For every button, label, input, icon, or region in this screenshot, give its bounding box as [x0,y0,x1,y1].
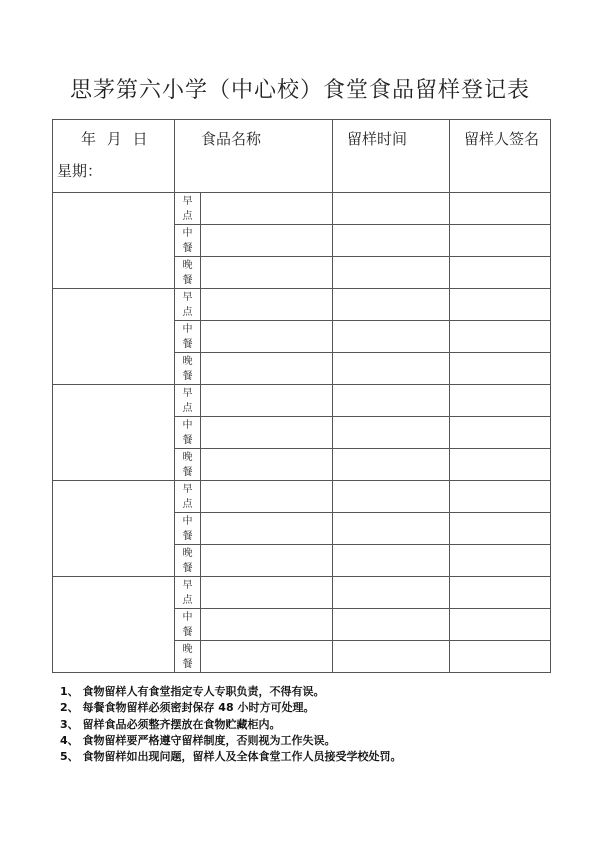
food-name-cell[interactable] [201,481,333,513]
meal-label-char: 晚 [182,260,193,271]
food-name-cell[interactable] [201,289,333,321]
sample-time-cell[interactable] [333,257,450,289]
meal-label-char: 餐 [182,531,193,542]
signature-cell[interactable] [450,449,551,481]
meal-row [53,193,551,225]
meal-label-char: 晚 [182,548,193,559]
meal-label-char: 中 [182,420,193,431]
signature-cell[interactable] [450,353,551,385]
signature-cell[interactable] [450,225,551,257]
signature-cell[interactable] [450,193,551,225]
food-name-cell[interactable] [201,321,333,353]
meal-label-char: 晚 [182,644,193,655]
notes-list [60,684,401,765]
food-name-cell[interactable] [201,353,333,385]
meal-label [175,289,201,321]
signature-cell[interactable] [450,385,551,417]
note-item: 2、 每餐食物留样必须密封保存 48 小时方可处理。 [60,701,315,715]
food-name-cell[interactable] [201,545,333,577]
meal-label-char: 中 [182,228,193,239]
meal-label-char: 点 [182,403,193,414]
meal-label-char: 餐 [182,435,193,446]
note-item: 3、 留样食品必须整齐摆放在食物贮藏柜内。 [60,717,281,731]
date-entry-cell[interactable] [53,577,175,673]
meal-label-char: 点 [182,211,193,222]
signature-cell[interactable] [450,257,551,289]
meal-label-char: 餐 [182,275,193,286]
food-name-cell[interactable] [201,609,333,641]
sample-time-cell[interactable] [333,417,450,449]
meal-label-char: 点 [182,595,193,606]
sample-time-cell[interactable] [333,193,450,225]
food-name-cell[interactable] [201,449,333,481]
meal-label [175,193,201,225]
meal-label-char: 餐 [182,627,193,638]
meal-label-char: 晚 [182,356,193,367]
meal-row [53,577,551,609]
weekday-label: 星期： [57,162,103,180]
meal-label [175,225,201,257]
meal-label [175,257,201,289]
signature-cell[interactable] [450,417,551,449]
food-name-cell[interactable] [201,641,333,673]
date-entry-cell[interactable] [53,289,175,385]
food-name-cell[interactable] [201,513,333,545]
food-name-cell[interactable] [201,417,333,449]
sample-time-cell[interactable] [333,289,450,321]
sample-time-cell[interactable] [333,321,450,353]
sample-time-cell[interactable] [333,385,450,417]
sample-time-cell[interactable] [333,225,450,257]
page-title: 思茅第六小学（中心校）食堂食品留样登记表 [69,78,530,103]
meal-label-char: 中 [182,516,193,527]
meal-label-char: 点 [182,499,193,510]
food-name-cell[interactable] [201,193,333,225]
meal-label [175,321,201,353]
date-entry-cell[interactable] [53,481,175,577]
meal-label [175,353,201,385]
meal-row [53,289,551,321]
sample-time-cell[interactable] [333,513,450,545]
sample-time-cell[interactable] [333,353,450,385]
meal-label-char: 餐 [182,243,193,254]
date-header-cell [53,120,175,193]
signature-cell[interactable] [450,289,551,321]
date-entry-cell[interactable] [53,193,175,289]
signature-cell[interactable] [450,577,551,609]
meal-label [175,577,201,609]
signature-header: 留样人签名 [450,120,551,193]
meal-label [175,417,201,449]
meal-label-char: 晚 [182,452,193,463]
meal-label-char: 早 [182,388,193,399]
food-name-header: 食品名称 [175,120,333,193]
meal-label [175,609,201,641]
meal-label [175,385,201,417]
meal-label [175,641,201,673]
meal-label-char: 早 [182,196,193,207]
meal-label-char: 餐 [182,371,193,382]
meal-label-char: 早 [182,580,193,591]
meal-row [53,481,551,513]
meal-label-char: 中 [182,612,193,623]
meal-label-char: 中 [182,324,193,335]
signature-cell[interactable] [450,609,551,641]
sample-time-cell[interactable] [333,609,450,641]
signature-cell[interactable] [450,321,551,353]
date-entry-cell[interactable] [53,385,175,481]
sample-time-cell[interactable] [333,577,450,609]
sample-time-cell[interactable] [333,449,450,481]
signature-cell[interactable] [450,513,551,545]
food-name-cell[interactable] [201,257,333,289]
food-name-cell[interactable] [201,577,333,609]
meal-label [175,449,201,481]
meal-label-char: 点 [182,307,193,318]
meal-label-char: 餐 [182,467,193,478]
signature-cell[interactable] [450,481,551,513]
meal-label-char: 餐 [182,339,193,350]
sample-time-cell[interactable] [333,545,450,577]
meal-label-char: 餐 [182,563,193,574]
meal-label [175,545,201,577]
signature-cell[interactable] [450,545,551,577]
note-item: 4、 食物留样要严格遵守留样制度，否则视为工作失误。 [60,733,336,747]
date-label: 年 月 日 [81,130,148,148]
note-item: 1、 食物留样人有食堂指定专人专职负责，不得有误。 [60,685,325,698]
header-row [53,120,551,193]
signature-cell[interactable] [450,641,551,673]
food-name-cell[interactable] [201,225,333,257]
meal-label [175,481,201,513]
meal-label-char: 早 [182,484,193,495]
food-name-cell[interactable] [201,385,333,417]
sample-time-header: 留样时间 [333,120,450,193]
sample-log-table [52,119,551,673]
meal-row [53,385,551,417]
meal-label-char: 早 [182,292,193,303]
note-item: 5、 食物留样如出现问题，留样人及全体食堂工作人员接受学校处罚。 [60,750,402,764]
meal-label [175,513,201,545]
sample-time-cell[interactable] [333,481,450,513]
meal-label-char: 餐 [182,659,193,670]
sample-time-cell[interactable] [333,641,450,673]
